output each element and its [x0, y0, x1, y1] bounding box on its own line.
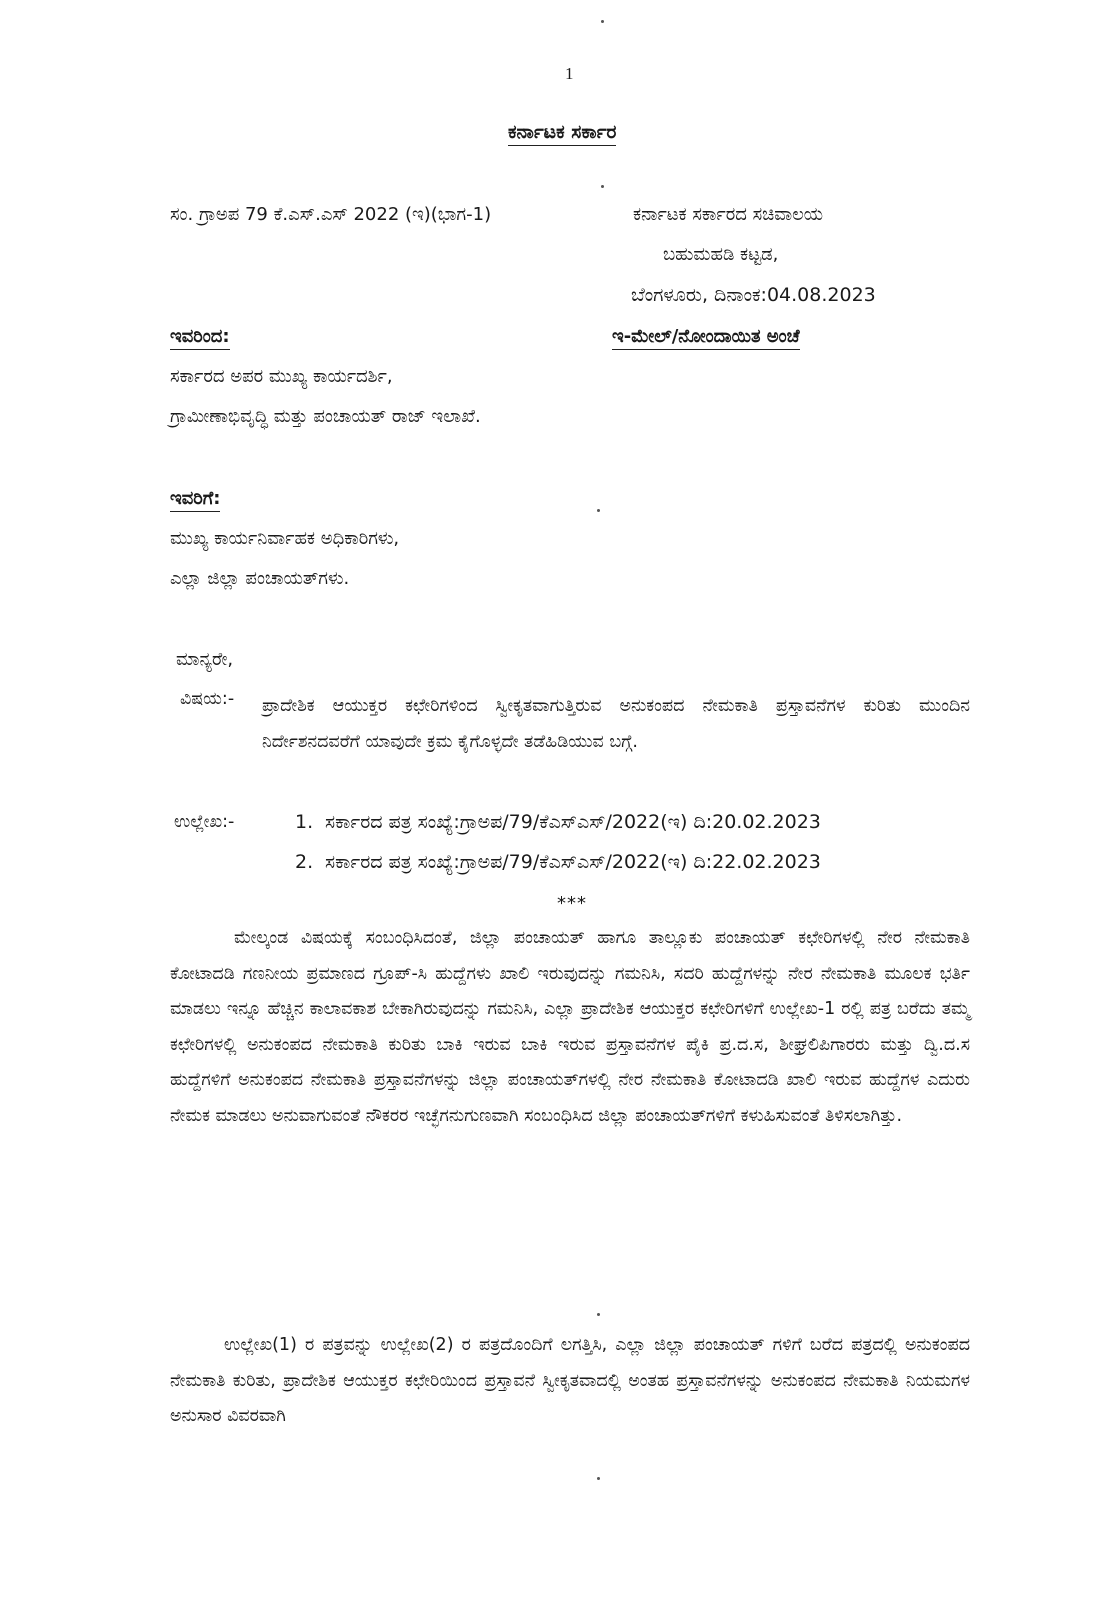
mail-mode: ಇ-ಮೇಲ್/ನೋಂದಾಯಿತ ಅಂಚೆ — [612, 326, 800, 350]
office-line-1: ಕರ್ನಾಟಕ ಸರ್ಕಾರದ ಸಚಿವಾಲಯ — [633, 204, 824, 225]
from-line-2: ಗ್ರಾಮೀಣಾಭಿವೃದ್ಧಿ ಮತ್ತು ಪಂಚಾಯತ್ ರಾಜ್ ಇಲಾಖೆ. — [170, 406, 481, 427]
references-label: ಉಲ್ಲೇಖ:- — [174, 812, 235, 832]
reference-text: ಸರ್ಕಾರದ ಪತ್ರ ಸಂಖ್ಯೆ:ಗ್ರಾಅಪ/79/ಕೆಎಸ್‌ಎಸ್/2022(ಇ) ದಿ:20.02.2023 — [325, 811, 821, 833]
file-number: ಸಂ. ಗ್ರಾಅಪ 79 ಕೆ.ಎಸ್.ಎಸ್ 2022 (ಇ)(ಭಾಗ-1) — [170, 204, 492, 225]
scan-speck — [597, 1477, 600, 1480]
reference-item-1 — [295, 811, 821, 833]
salutation: ಮಾನ್ಯರೇ, — [176, 649, 234, 670]
reference-number: 1. — [295, 811, 314, 833]
scan-speck — [597, 509, 600, 512]
to-line-1: ಮುಖ್ಯ ಕಾರ್ಯನಿರ್ವಾಹಕ ಅಧಿಕಾರಿಗಳು, — [170, 528, 400, 549]
reference-text: ಸರ್ಕಾರದ ಪತ್ರ ಸಂಖ್ಯೆ:ಗ್ರಾಅಪ/79/ಕೆಎಸ್‌ಎಸ್/2022(ಇ) ದಿ:22.02.2023 — [325, 851, 821, 873]
from-label: ಇವರಿಂದ: — [170, 326, 230, 350]
body-paragraph-1: ಮೇಲ್ಕಂಡ ವಿಷಯಕ್ಕೆ ಸಂಬಂಧಿಸಿದಂತೆ, ಜಿಲ್ಲಾ ಪಂಚಾಯತ್ ಹಾಗೂ ತಾಲ್ಲೂಕು ಪಂಚಾಯತ್ ಕಛೇರಿಗಳಲ್ಲಿ ನೇರ ನೇಮಕಾತಿ ಕೋಟಾದಡಿ ಗಣನೀಯ ಪ್ರಮಾಣದ ಗ್ರೂಪ್-ಸಿ ಹುದ್ದೆಗಳು ಖಾಲಿ ಇರುವುದನ್ನು ಗಮನಿಸಿ, ಸದರಿ ಹುದ್ದೆಗಳನ್ನು ನೇರ ನೇಮಕಾತಿ ಮೂಲಕ ಭರ್ತಿ ಮಾಡಲು ಇನ್ನೂ ಹೆಚ್ಚಿನ ಕಾಲಾವಕಾಶ ಬೇಕಾಗಿರುವುದನ್ನು ಗಮನಿಸಿ, ಎಲ್ಲಾ ಪ್ರಾದೇಶಿಕ ಆಯುಕ್ತರ ಕಛೇರಿಗಳಿಗೆ ಉಲ್ಲೇಖ-1 ರಲ್ಲಿ ಪತ್ರ ಬರೆದು ತಮ್ಮ ಕಛೇರಿಗಳಲ್ಲಿ ಅನುಕಂಪದ ನೇಮಕಾತಿ ಕುರಿತು ಬಾಕಿ ಇರುವ ಬಾಕಿ ಇರುವ ಪ್ರಸ್ತಾವನೆಗಳ ಪೈಕಿ ಪ್ರ.ದ.ಸ, ಶೀಘ್ರಲಿಪಿಗಾರರು ಮತ್ತು ದ್ವಿ.ದ.ಸ ಹುದ್ದೆಗಳಿಗೆ ಅನುಕಂಪದ ನೇಮಕಾತಿ ಪ್ರಸ್ತಾವನೆಗಳನ್ನು ಜಿಲ್ಲಾ ಪಂಚಾಯತ್‌ಗಳಲ್ಲಿ ನೇರ ನೇಮಕಾತಿ ಕೋಟಾದಡಿ ಖಾಲಿ ಇರುವ ಹುದ್ದೆಗಳ ಎದುರು ನೇಮಕ ಮಾಡಲು ಅನುವಾಗುವಂತೆ ನೌಕರರ ಇಚ್ಛೆಗನುಗುಣವಾಗಿ ಸಂಬಂಧಿಸಿದ ಜಿಲ್ಲಾ ಪಂಚಾಯತ್‌ಗಳಿಗೆ ಕಳುಹಿಸುವಂತೆ ತಿಳಿಸಲಾಗಿತ್ತು. — [170, 928, 970, 1126]
subject-text: ಪ್ರಾದೇಶಿಕ ಆಯುಕ್ತರ ಕಛೇರಿಗಳಿಂದ ಸ್ವೀಕೃತವಾಗುತ್ತಿರುವ ಅನುಕಂಪದ ನೇಮಕಾತಿ ಪ್ರಸ್ತಾವನೆಗಳ ಕುರಿತು ಮುಂದಿನ ನಿರ್ದೇಶನದವರೆಗೆ ಯಾವುದೇ ಕ್ರಮ ಕೈಗೊಳ್ಳದೇ ತಡೆಹಿಡಿಯುವ ಬಗ್ಗೆ. — [262, 696, 970, 752]
separator-stars: *** — [557, 893, 587, 914]
office-line-2: ಬಹುಮಹಡಿ ಕಟ್ಟಡ, — [663, 244, 779, 265]
from-line-1: ಸರ್ಕಾರದ ಅಪರ ಮುಖ್ಯ ಕಾರ್ಯದರ್ಶಿ, — [170, 366, 393, 387]
scan-speck — [601, 20, 604, 23]
body-paragraph-2: ಉಲ್ಲೇಖ(1) ರ ಪತ್ರವನ್ನು ಉಲ್ಲೇಖ(2) ರ ಪತ್ರದೊಂದಿಗೆ ಲಗತ್ತಿಸಿ, ಎಲ್ಲಾ ಜಿಲ್ಲಾ ಪಂಚಾಯತ್ ಗಳಿಗೆ ಬರೆದ ಪತ್ರದಲ್ಲಿ ಅನುಕಂಪದ ನೇಮಕಾತಿ ಕುರಿತು, ಪ್ರಾದೇಶಿಕ ಆಯುಕ್ತರ ಕಛೇರಿಯಿಂದ ಪ್ರಸ್ತಾವನೆ ಸ್ವೀಕೃತವಾದಲ್ಲಿ ಅಂತಹ ಪ್ರಸ್ತಾವನೆಗಳನ್ನು ಅನುಕಂಪದ ನೇಮಕಾತಿ ನಿಯಮಗಳ ಅನುಸಾರ ವಿವರವಾಗಿ — [170, 1335, 970, 1427]
office-date-line: ಬೆಂಗಳೂರು, ದಿನಾಂಕ:04.08.2023 — [631, 284, 876, 306]
reference-item-2 — [295, 851, 821, 873]
scan-speck — [601, 185, 604, 188]
to-line-2: ಎಲ್ಲಾ ಜಿಲ್ಲಾ ಪಂಚಾಯತ್‌ಗಳು. — [170, 568, 350, 589]
page-number: 1 — [565, 64, 574, 83]
subject-label: ವಿಷಯ:- — [180, 689, 235, 709]
scan-speck — [597, 1313, 600, 1316]
reference-number: 2. — [295, 851, 314, 873]
government-title: ಕರ್ನಾಟಕ ಸರ್ಕಾರ — [508, 121, 616, 146]
to-label: ಇವರಿಗೆ: — [170, 488, 220, 512]
